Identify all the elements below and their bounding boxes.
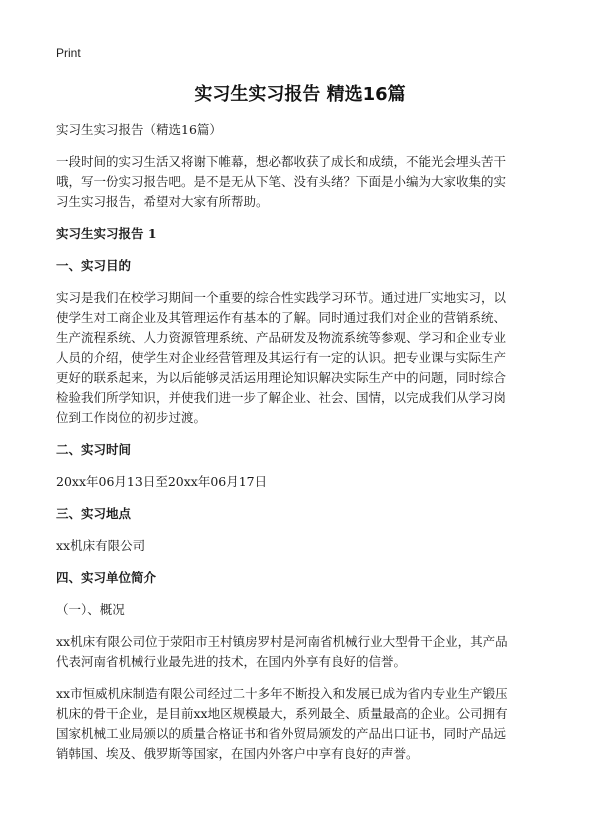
text-line: xx机床有限公司位于荥阳市王村镇房罗村是河南省机械行业大型骨干企业，其产品 bbox=[56, 634, 508, 649]
text-line: 哦，写一份实习报告吧。是不是无从下笔、没有头绪？下面是小编为大家收集的实 bbox=[56, 174, 507, 189]
text-line: 国家机械工业局颁以的质量合格证书和省外贸局颁发的产品出口证书，同时产品远 bbox=[56, 726, 507, 741]
company-paragraph-1 bbox=[56, 632, 544, 672]
text-line: 一段时间的实习生活又将谢下帷幕，想必都收获了成长和成绩，不能光会埋头苦干 bbox=[56, 154, 507, 169]
page-title: 实习生实习报告 精选16篇 bbox=[194, 84, 406, 105]
doc-subtitle: 实习生实习报告（精选16篇） bbox=[56, 122, 222, 137]
text-line: xx市恒威机床制造有限公司经过二十多年不断投入和发展已成为省内专业生产锻压 bbox=[56, 686, 508, 701]
text-line: 人员的介绍，使学生对企业经营管理及其运行有一定的认识。把专业课与实际生产 bbox=[56, 350, 507, 365]
section-heading-purpose: 一、实习目的 bbox=[56, 258, 132, 273]
text-line: 代表河南省机械行业最先进的技术，在国内外享有良好的信誉。 bbox=[56, 654, 407, 669]
text-line: 销韩国、埃及、俄罗斯等国家，在国内外客户中享有良好的声誉。 bbox=[56, 746, 419, 761]
document-body bbox=[56, 120, 544, 776]
text-line: 生产流程系统、人力资源管理系统、产品研发及物流系统等参观、学习和企业专业 bbox=[56, 330, 507, 345]
text-line: 实习是我们在校学习期间一个重要的综合性实践学习环节。通过进厂实地实习，以 bbox=[56, 290, 507, 305]
subsection-heading-overview: （一）、概况 bbox=[56, 602, 125, 617]
text-line: 更好的联系起来，为以后能够灵活运用理论知识解决实际生产中的问题，同时综合 bbox=[56, 370, 507, 385]
text-line: 习生实习报告，希望对大家有所帮助。 bbox=[56, 194, 269, 209]
report-heading: 实习生实习报告 1 bbox=[56, 226, 157, 241]
purpose-paragraph bbox=[56, 288, 544, 428]
text-line: 机床的骨干企业，是目前xx地区规模最大，系列最全、质量最高的企业。公司拥有 bbox=[56, 706, 508, 721]
section-heading-location: 三、实习地点 bbox=[56, 506, 132, 521]
text-line: 检验我们所学知识，并使我们进一步了解企业、社会、国情，以完成我们从学习岗 bbox=[56, 390, 507, 405]
print-link[interactable]: Print bbox=[56, 46, 81, 60]
section-heading-company: 四、实习单位简介 bbox=[56, 570, 157, 585]
text-line: 位到工作岗位的初步过渡。 bbox=[56, 410, 207, 425]
text-line: 使学生对工商企业及其管理运作有基本的了解。同时通过我们对企业的营销系统、 bbox=[56, 310, 507, 325]
time-paragraph: 20xx年06月13日至20xx年06月17日 bbox=[56, 474, 268, 489]
location-paragraph: xx机床有限公司 bbox=[56, 538, 146, 553]
company-paragraph-2 bbox=[56, 684, 544, 764]
section-heading-time: 二、实习时间 bbox=[56, 442, 132, 457]
intro-paragraph bbox=[56, 152, 544, 212]
